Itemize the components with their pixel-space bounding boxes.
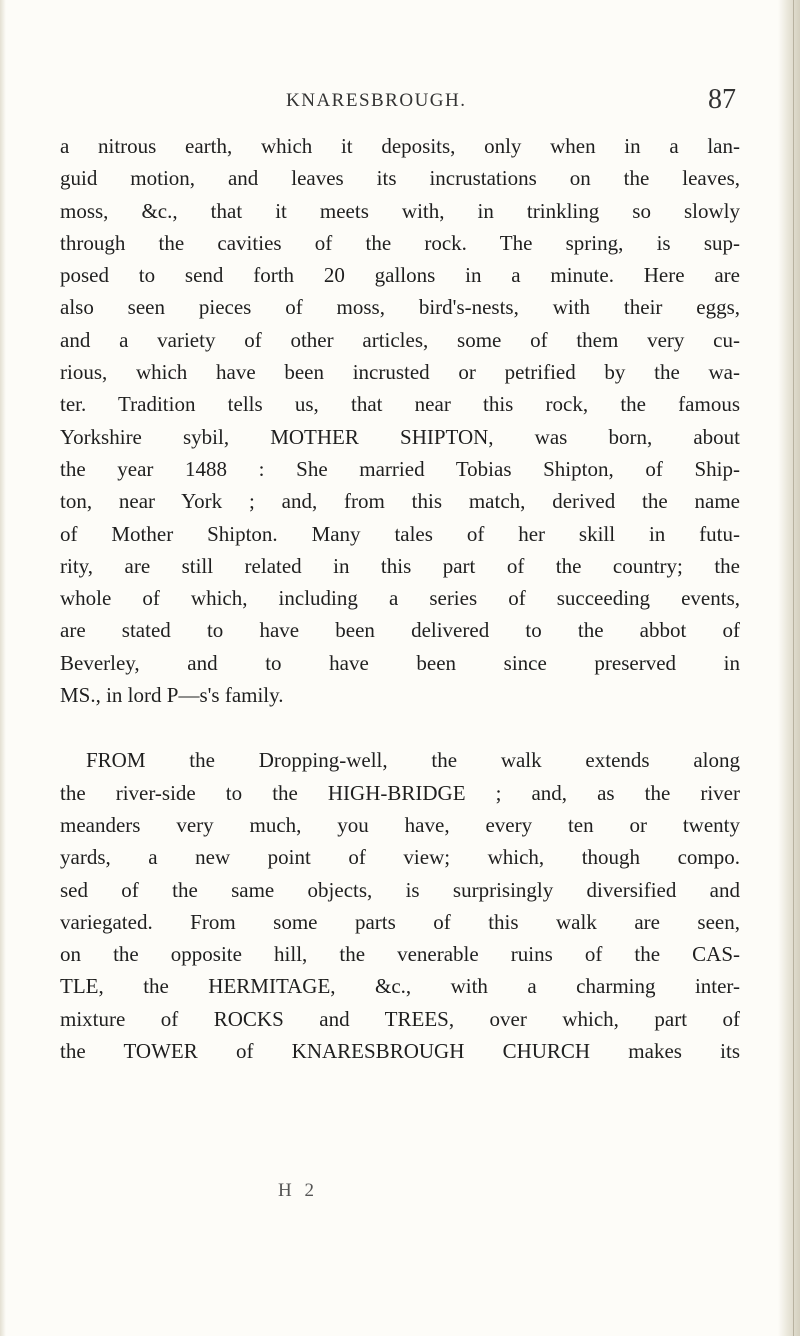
text-line: the year 1488 : She married Tobias Shipton, of Ship- [60,456,740,481]
page-binding-gutter [778,0,800,1336]
body-text [60,130,740,1067]
text-line: a nitrous earth, which it deposits, only when in a lan- [60,134,740,158]
text-line: through the cavities of the rock. The spring, is sup- [60,230,740,255]
text-line: ter. Tradition tells us, that near this rock, the famous [60,392,740,417]
running-head [60,86,760,126]
text-line: ton, near York ; and, from this match, derived the name [60,489,740,514]
text-line: the river-side to the HIGH-BRIDGE ; and, as the river [60,780,740,805]
text-line: rious, which have been incrusted or petrified by the wa- [60,360,740,385]
text-line: Yorkshire sybil, MOTHER SHIPTON, was born, about [60,424,740,449]
text-line: moss, &c., that it meets with, in trinkling so slowly [60,198,740,223]
page-number: 87 [708,84,736,115]
text-line: are stated to have been delivered to the abbot of [60,618,740,643]
paragraph-2 [60,744,740,1067]
text-line: the TOWER of KNARESBROUGH CHURCH makes its [60,1039,740,1064]
text-line: of Mother Shipton. Many tales of her skill in futu- [60,521,740,546]
text-line: TLE, the HERMITAGE, &c., with a charming inter- [60,974,740,999]
signature-mark: H 2 [278,1180,318,1201]
text-line: guid motion, and leaves its incrustations on the leaves, [60,166,740,191]
text-line: meanders very much, you have, every ten or twenty [60,812,740,837]
text-line: mixture of ROCKS and TREES, over which, part of [60,1006,740,1031]
paragraph-1 [60,130,740,711]
text-line: FROM the Dropping-well, the walk extends along [86,748,740,773]
text-line: sed of the same objects, is surprisingly diversified and [60,877,740,902]
text-line: and a variety of other articles, some of them very cu- [60,327,740,352]
paragraph-gap [60,711,740,744]
text-line: whole of which, including a series of succeeding events, [60,586,740,611]
page-binding-line [793,0,794,1336]
running-title: KNARESBROUGH. [286,90,467,111]
text-line: Beverley, and to have been since preserved in [60,650,740,675]
text-line: variegated. From some parts of this walk are seen, [60,909,740,934]
text-line: rity, are still related in this part of the country; the [60,553,740,578]
text-line: on the opposite hill, the venerable ruins of the CAS- [60,942,740,967]
text-line: yards, a new point of view; which, though compo. [60,845,740,870]
text-line: posed to send forth 20 gallons in a minute. Here are [60,263,740,288]
page-left-edge [0,0,6,1336]
text-line: MS., in lord P—s's family. [60,683,284,708]
text-line: also seen pieces of moss, bird's-nests, with their eggs, [60,295,740,320]
